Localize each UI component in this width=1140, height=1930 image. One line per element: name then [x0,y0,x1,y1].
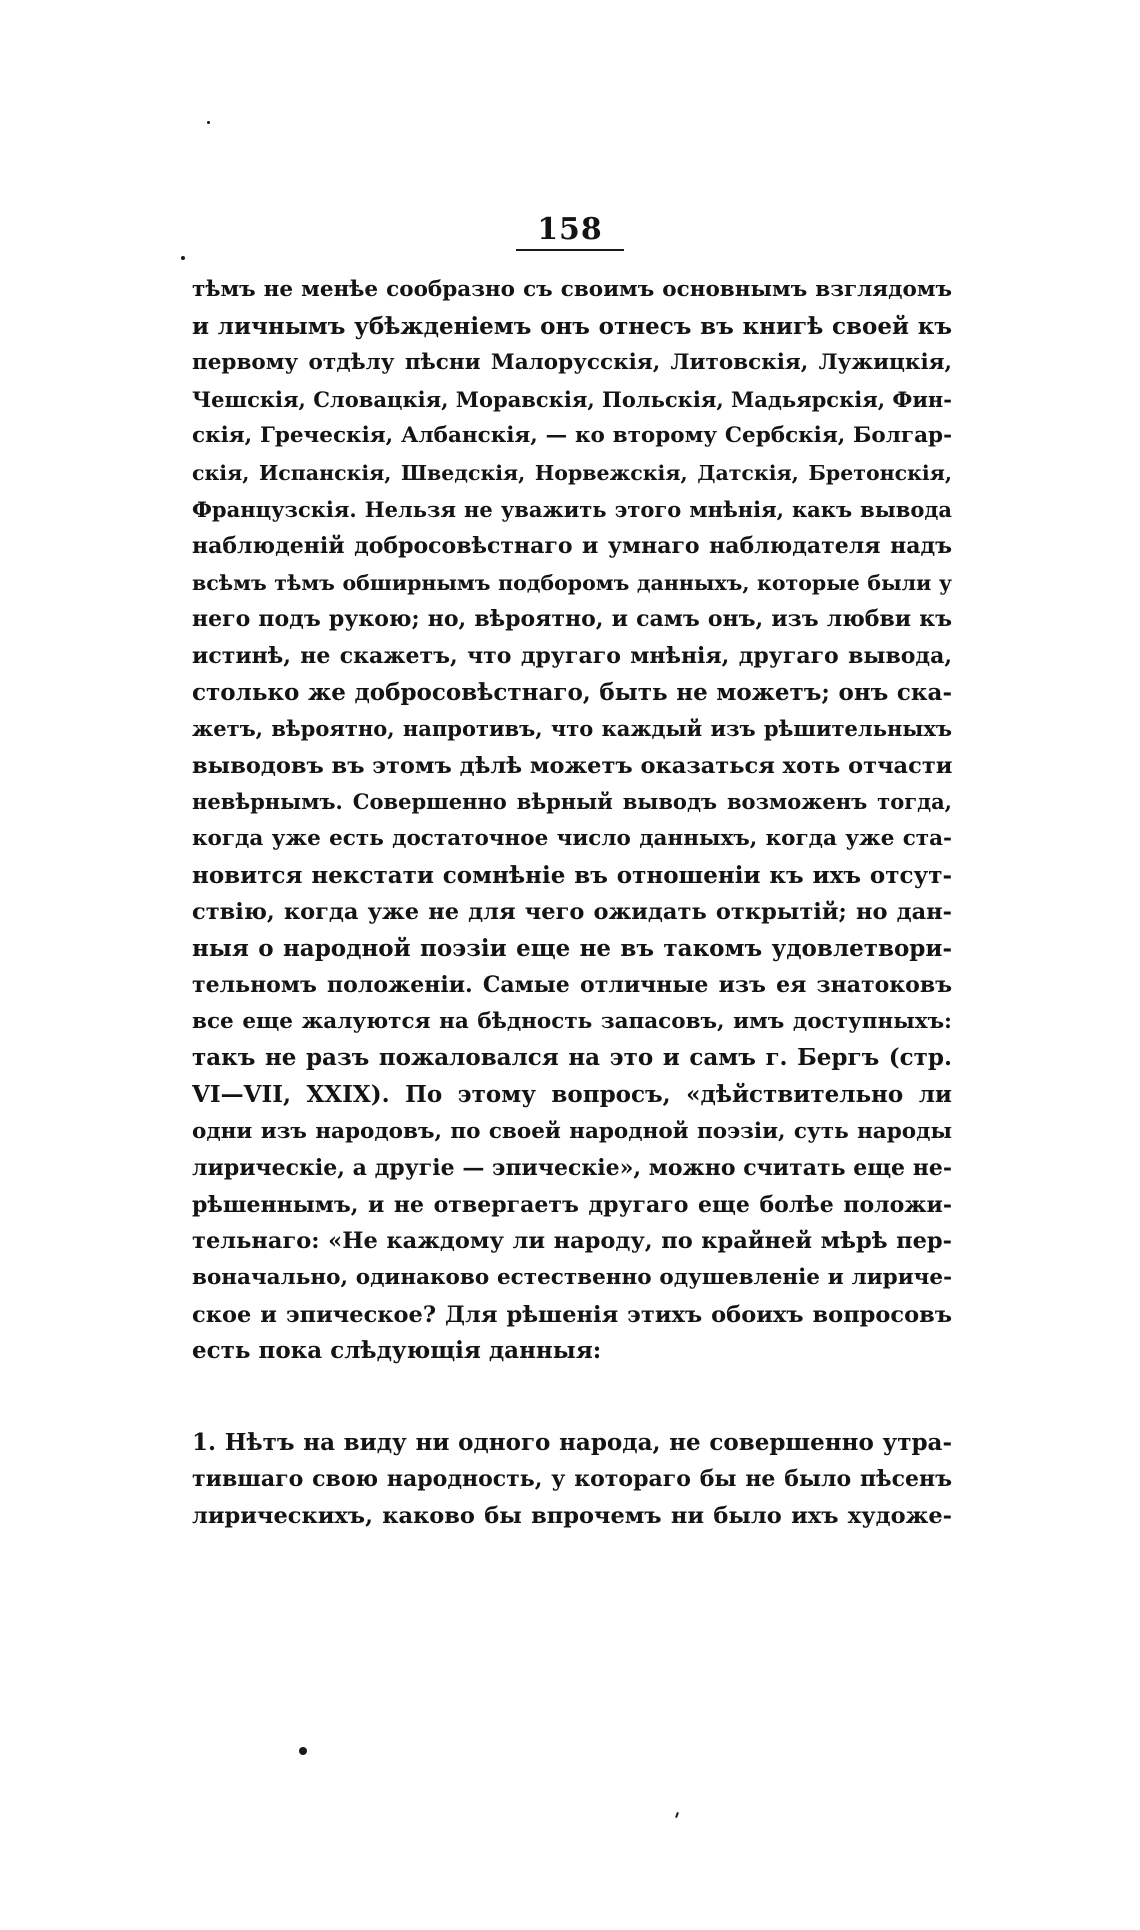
text-line: Французскія. Нельзя не уважить этого мнѣнія, какъ вывода [192,496,952,522]
page-number: 158 [537,212,603,247]
text-line: воначально, одинаково естественно одушевленіе и лириче- [192,1265,952,1291]
text-line: тившаго свою народность, у котораго бы не было пѣсенъ [192,1466,952,1493]
text-line: тельномъ положеніи. Самые отличные изъ ея знатоковъ [192,972,952,999]
text-line: скія, Испанскія, Шведскія, Норвежскія, Датскія, Бретонскія, [192,460,952,485]
text-line: всѣмъ тѣмъ обширнымъ подборомъ данныхъ, которые были у [192,570,952,595]
text-line: рѣшеннымъ, и не отвергаетъ другаго еще болѣе положи- [192,1191,952,1218]
text-line: выводовъ въ этомъ дѣлѣ можетъ оказаться хоть отчасти [192,752,952,779]
text-line: ское и эпическое? Для рѣшенія этихъ обоихъ вопросовъ [192,1301,952,1328]
text-line: столько же добросовѣстнаго, быть не можетъ; онъ ска- [192,678,952,706]
text-line: одни изъ народовъ, по своей народной поэзіи, суть народы [192,1118,952,1144]
scan-speck [299,1747,307,1755]
paragraph-gap [192,1370,952,1425]
text-line: ствію, когда уже не для чего ожидать открытій; но дан- [192,899,952,926]
text-line: невѣрнымъ. Совершенно вѣрный выводъ возможенъ тогда, [192,789,952,815]
text-line: когда уже есть достаточное число данныхъ, когда уже ста- [192,825,952,851]
page-number-wrap [516,212,624,248]
text-line: наблюденій добросовѣстнаго и умнаго наблюдателя надъ [192,533,952,560]
text-line: лирическихъ, каково бы впрочемъ ни было ихъ художе- [192,1503,952,1529]
text-line: него подъ рукою; но, вѣроятно, и самъ онъ, изъ любви къ [192,606,952,633]
text-line: тельнаго: «Не каждому ли народу, по крайней мѣрѣ пер- [192,1228,952,1255]
page-number-rule [516,249,624,251]
text-line: VI—VII, XXIX). По этому вопросъ, «дѣйствительно ли [192,1081,952,1109]
text-line: и личнымъ убѣжденіемъ онъ отнесъ въ книгѣ своей къ [192,312,952,340]
text-line: есть пока слѣдующія данныя: [192,1337,602,1365]
body-text [192,272,952,1535]
paragraph-2 [192,1425,952,1535]
scan-speck [181,256,185,260]
paragraph-1 [192,272,952,1370]
text-line: такъ не разъ пожаловался на это и самъ г. Бергъ (стр. [192,1044,952,1072]
text-line: лирическіе, а другіе — эпическіе», можно считать еще не- [192,1155,952,1182]
text-line: жетъ, вѣроятно, напротивъ, что каждый изъ рѣшительныхъ [192,716,952,742]
scan-speck [207,121,210,124]
text-line: первому отдѣлу пѣсни Малорусскія, Литовскія, Лужицкія, [192,350,952,376]
text-line: 1. Нѣтъ на виду ни одного народа, не совершенно утра- [192,1428,952,1456]
text-line: ныя о народной поэзіи еще не въ такомъ удовлетвори- [192,934,952,962]
text-line: истинѣ, не скажетъ, что другаго мнѣнія, другаго вывода, [192,642,952,669]
text-line: новится некстати сомнѣніе въ отношеніи къ ихъ отсут- [192,861,952,889]
text-line: скія, Греческія, Албанскія, — ко второму Сербскія, Болгар- [192,423,952,449]
text-line: Чешскія, Словацкія, Моравскія, Польскія, Мадьярскія, Фин- [192,386,952,412]
text-line: тѣмъ не менѣе сообразно съ своимъ основнымъ взглядомъ [192,277,952,302]
scan-speck [675,1812,679,1818]
text-line: все еще жалуются на бѣдность запасовъ, имъ доступныхъ: [192,1008,952,1034]
